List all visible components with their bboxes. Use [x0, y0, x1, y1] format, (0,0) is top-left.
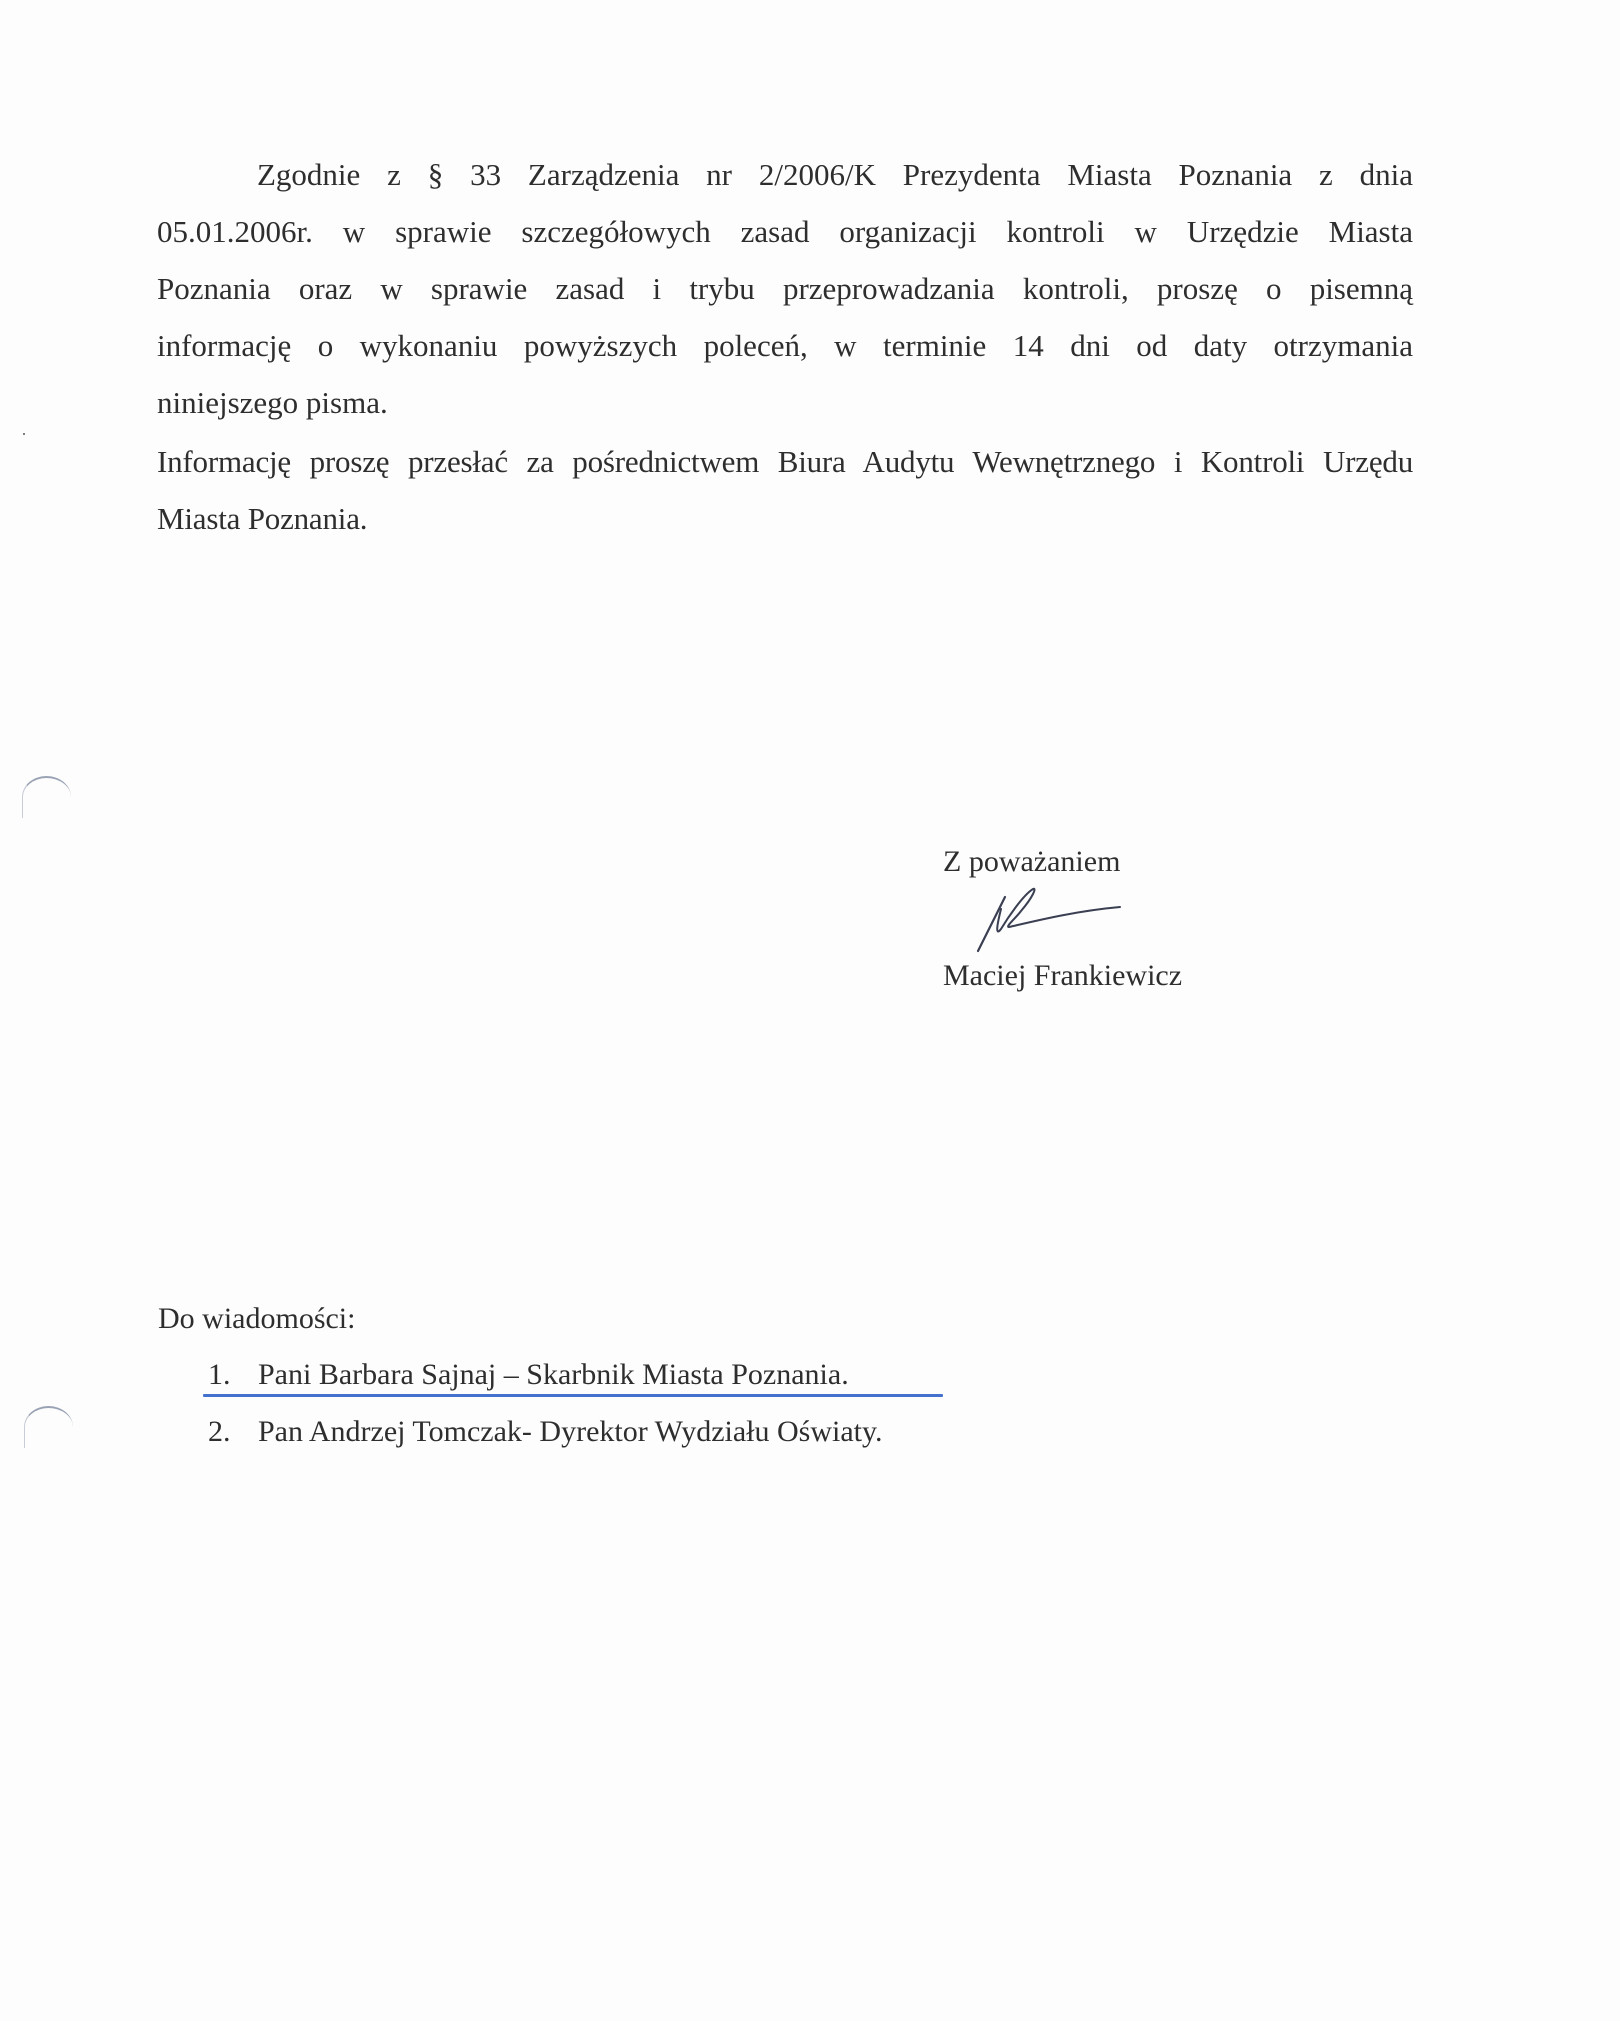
paragraph-line: 05.01.2006r. w sprawie szczegółowych zasad organizacji kontroli w Urzędzie Miasta [157, 214, 1413, 249]
paragraph-line: Miasta Poznania. [157, 501, 368, 536]
list-item [208, 1358, 849, 1392]
handwritten-signature [975, 885, 1125, 955]
binder-hole-mark-top [22, 776, 71, 818]
list-text: Pani Barbara Sajnaj – Skarbnik Miasta Poznania. [258, 1358, 849, 1391]
body-paragraph-1 [157, 146, 1413, 431]
paragraph-line: Informację proszę przesłać za pośrednictwem Biura Audytu Wewnętrznego i Kontroli Urzędu [157, 444, 1413, 479]
list-item [208, 1415, 883, 1449]
body-paragraph-2 [157, 433, 1413, 547]
paragraph-line: niniejszego pisma. [157, 385, 388, 420]
list-text: Pan Andrzej Tomczak- Dyrektor Wydziału Oświaty. [258, 1415, 883, 1448]
paragraph-line: Zgodnie z § 33 Zarządzenia nr 2/2006/K Prezydenta Miasta Poznania z dnia [257, 157, 1413, 192]
blue-pen-underline [203, 1394, 943, 1397]
salutation: Z poważaniem [943, 845, 1121, 878]
binder-hole-mark-bottom [24, 1406, 73, 1448]
paragraph-line: informację o wykonaniu powyższych poleceń, w terminie 14 dni od daty otrzymania [157, 328, 1413, 363]
scan-speck [23, 433, 25, 435]
list-number: 1. [208, 1358, 231, 1391]
list-number: 2. [208, 1415, 231, 1448]
signer-name: Maciej Frankiewicz [943, 959, 1183, 992]
distribution-title: Do wiadomości: [158, 1302, 356, 1335]
paragraph-line: Poznania oraz w sprawie zasad i trybu przeprowadzania kontroli, proszę o pisemną [157, 271, 1413, 306]
